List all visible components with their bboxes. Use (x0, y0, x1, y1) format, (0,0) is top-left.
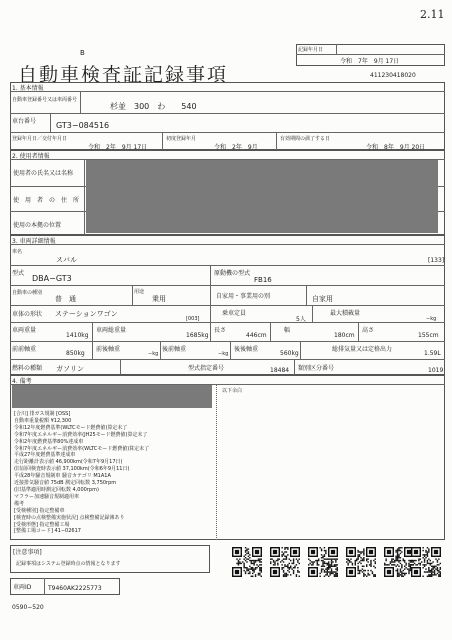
weight-value: 1410kg (66, 332, 89, 339)
remarks-line: 令和7年度エネルギー消費効率(WLTCモード燃費値)算定未了 (14, 445, 150, 452)
remarks-line: 令和2年度燃費基準80%達成車 (14, 438, 84, 445)
section-remarks-title: 4. 備考 (12, 378, 32, 385)
remarks-line: 平成28年騒音規制車 騒音カテゴリ M1A1A (14, 473, 111, 480)
remarks-line: (旧前回検査時表示値 37,100km(令和6年9月11日) (14, 466, 130, 473)
rear-rear-axle-value: 560kg (280, 350, 299, 357)
front-rear-axle-value: −kg (148, 351, 159, 357)
qr-code-icon (346, 547, 376, 577)
rear-front-axle-label: 後前軸重 (162, 346, 187, 353)
section-basic-title: 1. 基本情報 (12, 85, 44, 92)
user-base-label: 使用の本拠の位置 (13, 222, 62, 229)
front-front-axle-label: 前前軸重 (12, 346, 37, 353)
chassis-label: 車台番号 (12, 118, 37, 125)
make-label: 車名 (12, 249, 23, 255)
record-date-value: 令和 7年 9月 17日 (340, 58, 400, 65)
plate-value: 杉並 300 わ 540 (110, 102, 197, 111)
qr-code-icon (232, 547, 262, 577)
remarks-line: 自動車重量税額 ¥12,300 (14, 417, 72, 424)
remarks-line: [受検形態] 指定整備工場 (14, 521, 70, 528)
remarks-line: 近接排気騒音値 75dB 測定回転数 3,750rpm (14, 480, 117, 487)
remarks-line: 備考 (14, 500, 25, 507)
remarks-line: 令和12年度燃費基準(WLTCモード燃費値)算定未了 (14, 424, 128, 431)
use-value: 乗用 (152, 295, 166, 303)
fuel-value: ガソリン (56, 365, 84, 373)
make-code: [133] (428, 257, 445, 264)
first-reg-value: 令和 2年 9月 (214, 144, 258, 151)
front-front-axle-value: 850kg (66, 350, 85, 357)
fuel-label: 燃料の種類 (12, 365, 43, 372)
remarks-line: 平成27年度燃費基準達成車 (14, 452, 76, 459)
record-date-label: 記録年月日 (298, 47, 324, 53)
user-address-label: 使 用 者 の 住 所 (13, 197, 80, 204)
remarks-line: [合川] 排ガス規制 [OSS] (14, 411, 71, 417)
section-vehicle-title: 3. 車両詳細情報 (12, 238, 56, 245)
below-blank-note: 以下余白 (222, 388, 243, 394)
expiry-label: 有効期間の満了する日 (280, 136, 331, 142)
remarks-line: マフラー加速騒音規制適用車 (14, 493, 80, 500)
vehicle-id-label: 車両ID (13, 584, 32, 591)
remarks-line: 走行距離計表示値 46,900km(令和7年9月17日) (14, 459, 123, 466)
make-value: スバル (56, 256, 77, 264)
weight-label: 車両重量 (12, 327, 37, 334)
remarks-line: [整備工場コード] 41−02617 (14, 528, 81, 535)
body-value: ステーションワゴン (55, 310, 118, 318)
engine-label: 原動機の型式 (214, 270, 251, 277)
corner-mark: B (80, 49, 85, 57)
qr-code-icon (411, 547, 441, 577)
body-code: [003] (186, 316, 200, 322)
qr-code-icon (308, 547, 338, 577)
notes-title: [注意事項] (13, 549, 42, 556)
capacity-label: 乗車定員 (222, 310, 247, 317)
max-load-value: −kg (426, 316, 437, 322)
type-number-value: 18484 (270, 367, 290, 374)
model-value: DBA−GT3 (32, 274, 72, 283)
basic-info-section (10, 82, 445, 150)
qr-code-icon (384, 547, 414, 577)
length-label: 長さ (214, 327, 227, 334)
plate-label: 自動車登録番号又は車両番号 (12, 97, 78, 103)
gross-weight-label: 車両総重量 (96, 327, 127, 334)
displacement-value: 1.59L (424, 350, 441, 357)
kind-label: 自動車の種別 (12, 290, 43, 296)
remarks-line: [検査時の点検整備実施状況] 点検整備記録簿あり (14, 514, 125, 521)
reg-date-value: 令和 2年 9月 17日 (88, 144, 148, 151)
capacity-value: 5人 (296, 316, 306, 323)
notes-text: 記録事項はシステム登録時点の情報となります (16, 561, 121, 567)
class-number-value: 1019 (428, 367, 444, 374)
handwritten-page-number: 2.11 (420, 8, 445, 21)
gross-weight-value: 1685kg (186, 332, 209, 339)
length-value: 446cm (246, 332, 267, 339)
engine-value: FB16 (254, 276, 272, 284)
first-reg-label: 初度登録年月 (166, 136, 197, 142)
chassis-value: GT3−084516 (56, 121, 110, 130)
class-number-label: 類別区分番号 (298, 365, 335, 372)
section-user-title: 2. 使用者情報 (12, 153, 50, 160)
reg-date-label: 登録年月日／交付年月日 (12, 136, 68, 142)
redacted-user-info (86, 160, 438, 233)
remarks-lines (14, 411, 214, 535)
form-number: 0590−520 (12, 604, 44, 611)
private-label: 自家用・事業用の別 (216, 293, 271, 300)
use-label: 用途 (134, 289, 145, 295)
remarks-line: 令和7年度エネルギー消費効率(JH25モード燃費値)算定未了 (14, 431, 148, 438)
front-rear-axle-label: 前後軸重 (96, 346, 121, 353)
vehicle-id-value: T9460AK2225773 (48, 585, 102, 592)
rear-front-axle-value: −kg (218, 351, 229, 357)
remarks-line: (旧基準適用時測定回転数 4,000rpm) (14, 486, 99, 493)
remarks-line: [受検種別] 指定整備車 (14, 507, 65, 514)
document-title: 自動車検査証記録事項 (18, 64, 229, 86)
width-label: 幅 (284, 327, 291, 334)
expiry-value: 令和 8年 9月 20日 (366, 144, 426, 151)
height-label: 高さ (362, 327, 375, 334)
width-value: 180cm (334, 332, 355, 339)
type-number-label: 型式指定番号 (188, 365, 225, 372)
user-name-label: 使用者の氏名又は名称 (13, 170, 74, 177)
document-number: 411230418020 (370, 72, 416, 79)
redacted-remarks (12, 385, 212, 408)
height-value: 155cm (418, 332, 439, 339)
qr-code-icon (270, 547, 300, 577)
max-load-label: 最大積載量 (330, 310, 361, 317)
rear-rear-axle-label: 後後軸重 (234, 346, 259, 353)
private-value: 自家用 (312, 295, 333, 303)
displacement-label: 総排気量又は定格出力 (332, 346, 393, 353)
kind-value: 普 通 (55, 295, 76, 303)
body-label: 車体の形状 (12, 311, 43, 318)
model-label: 型式 (12, 270, 25, 277)
